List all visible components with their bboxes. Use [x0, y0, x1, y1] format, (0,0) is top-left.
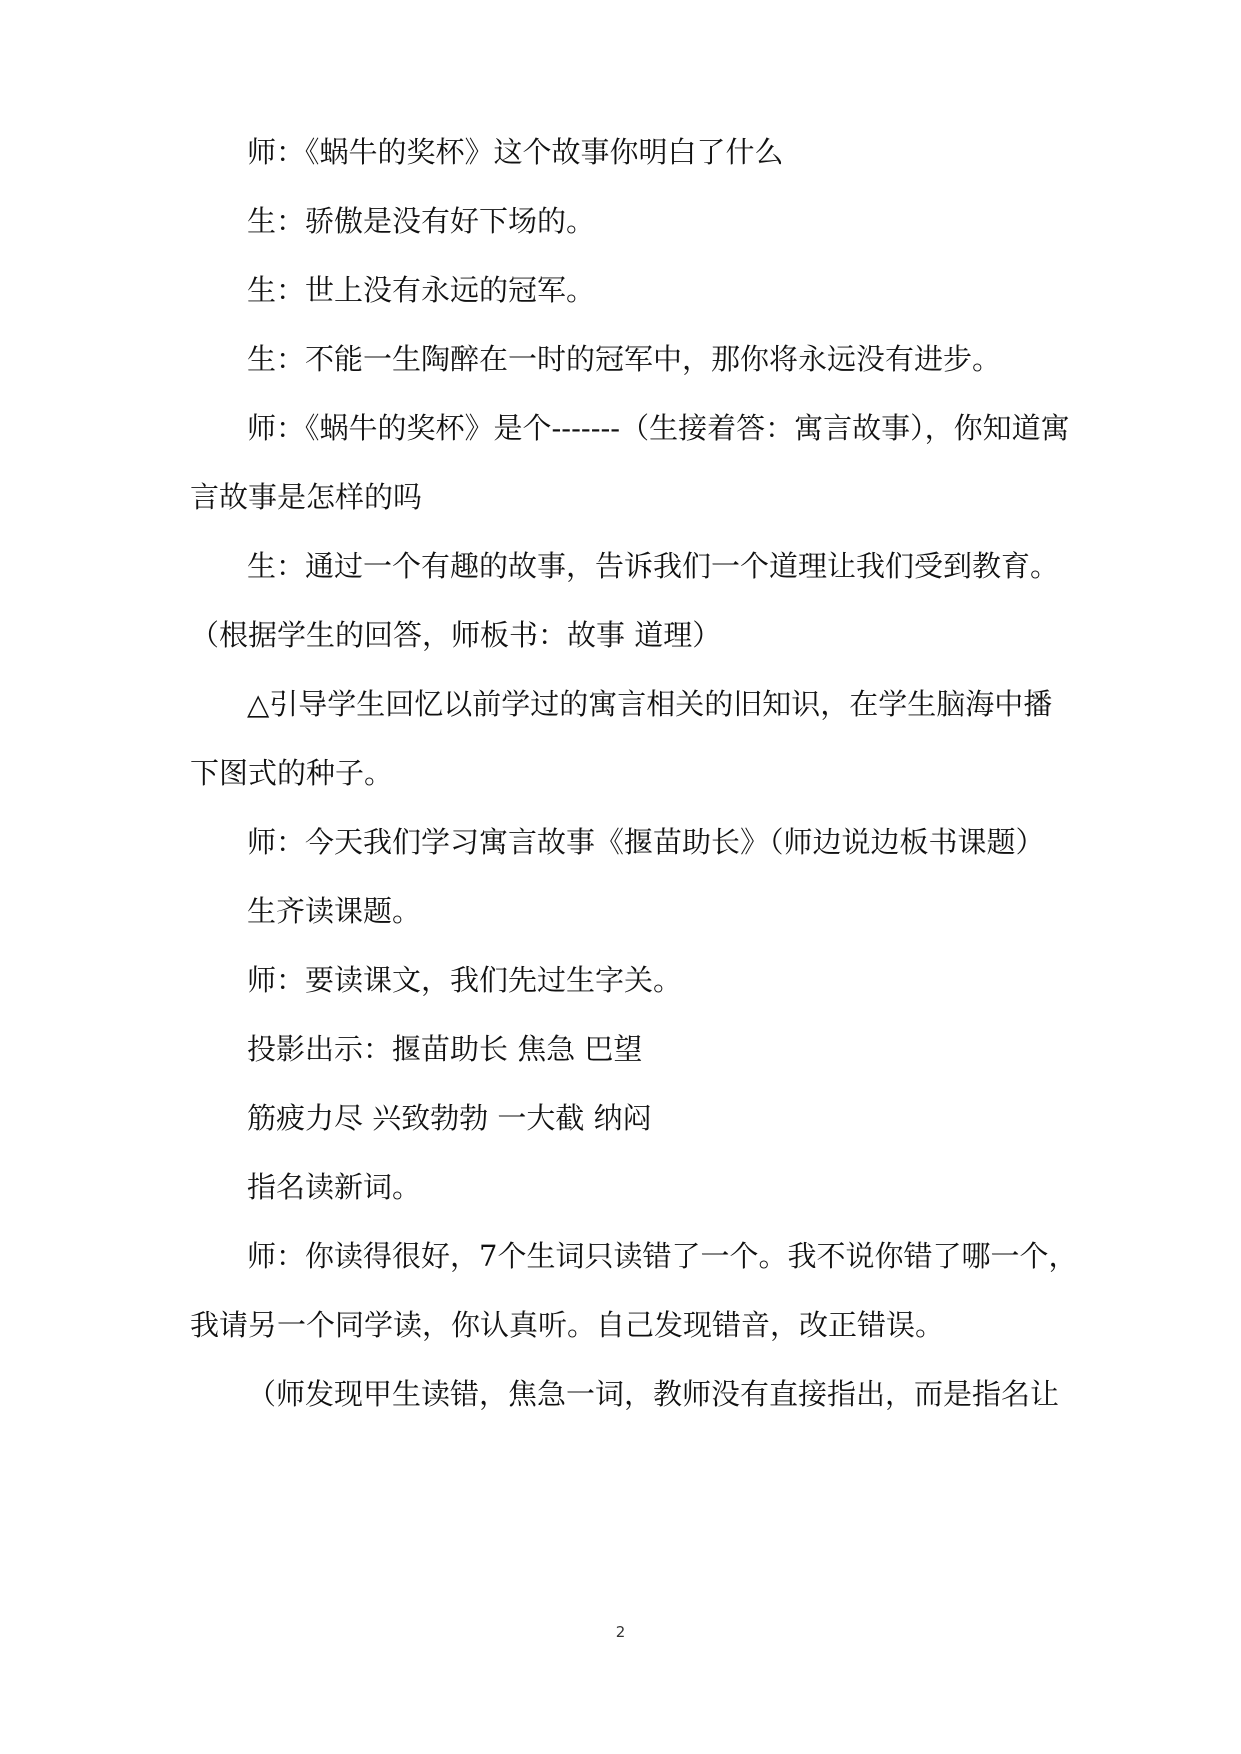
- text-line: 师：今天我们学习寓言故事《揠苗助长》（师边说边板书课题）: [247, 825, 1045, 859]
- text-line: 下图式的种子。: [190, 756, 394, 790]
- text-line: 投影出示：揠苗助长 焦急 巴望: [247, 1032, 643, 1066]
- text-line: （根据学生的回答，师板书：故事 道理）: [190, 618, 722, 652]
- text-line: （师发现甲生读错，焦急一词，教师没有直接指出，而是指名让: [247, 1377, 1060, 1411]
- text-line: 师：要读课文，我们先过生字关。: [247, 963, 683, 997]
- text-line: 指名读新词。: [247, 1170, 422, 1204]
- page-number: 2: [615, 1623, 626, 1641]
- text-line: 言故事是怎样的吗: [190, 480, 423, 514]
- text-line: 生：不能一生陶醉在一时的冠军中，那你将永远没有进步。: [247, 342, 1002, 376]
- text-line: 生：通过一个有趣的故事，告诉我们一个道理让我们受到教育。: [247, 549, 1060, 583]
- text-line: 生：骄傲是没有好下场的。: [247, 204, 596, 238]
- text-line: 师：《蜗牛的奖杯》是个-------（生接着答：寓言故事），你知道寓: [247, 411, 1070, 445]
- text-line: 师：《蜗牛的奖杯》这个故事你明白了什么: [247, 135, 784, 169]
- text-line: 筋疲力尽 兴致勃勃 一大截 纳闷: [247, 1101, 652, 1135]
- text-line: 我请另一个同学读，你认真听。自己发现错音，改正错误。: [190, 1308, 945, 1342]
- text-line: 生：世上没有永远的冠军。: [247, 273, 596, 307]
- text-line: 生齐读课题。: [247, 894, 422, 928]
- text-line: 师：你读得很好，7个生词只读错了一个。我不说你错了哪一个，: [247, 1239, 1078, 1273]
- text-line: △引导学生回忆以前学过的寓言相关的旧知识，在学生脑海中播: [247, 687, 1053, 721]
